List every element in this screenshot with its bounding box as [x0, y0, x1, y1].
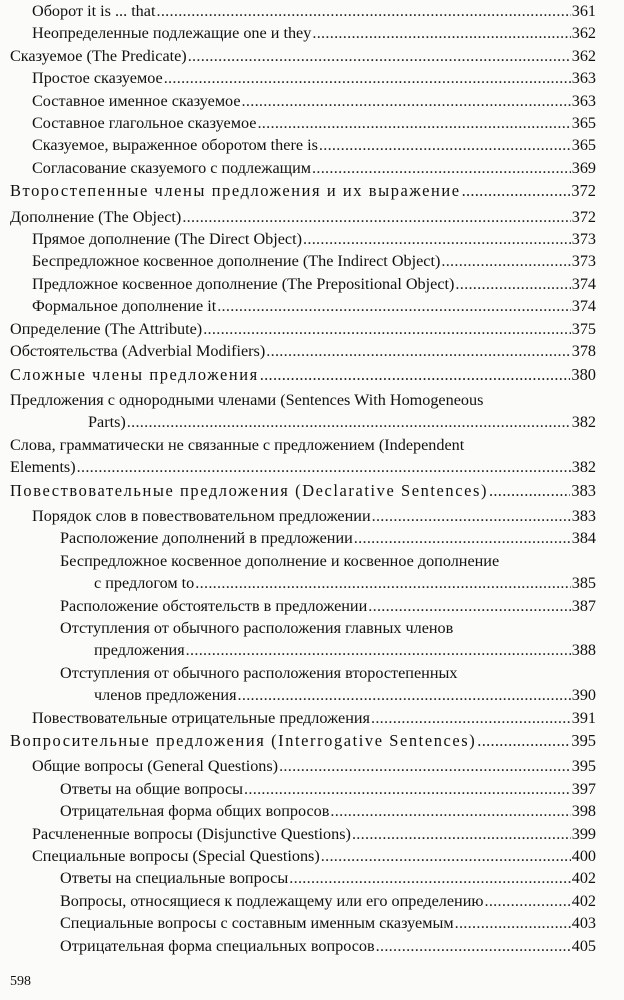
toc-entry-page: 372: [571, 207, 596, 226]
toc-entry-page: 383: [571, 506, 596, 525]
toc-entry-page: 361: [571, 2, 596, 20]
toc-entry-page: 362: [571, 46, 596, 65]
toc-entry-page: 363: [571, 69, 596, 88]
toc-entry-page: 365: [571, 114, 596, 133]
dot-leader: [351, 823, 571, 845]
dot-leader: [367, 595, 570, 617]
dot-leader: [440, 250, 570, 272]
toc-entry: [10, 45, 596, 67]
dot-leader: [256, 112, 570, 134]
toc-entry-title: Общие вопросы (General Questions): [32, 757, 279, 776]
dot-leader: [353, 527, 571, 549]
dot-leader: [185, 639, 571, 661]
dot-leader: [76, 456, 571, 478]
toc-entry-page: 382: [571, 458, 596, 477]
toc-entry: [10, 800, 596, 822]
dot-leader: [237, 684, 571, 706]
toc-entry-title: Ответы на специальные вопросы: [60, 869, 289, 888]
toc-entry: [10, 134, 596, 156]
page-number: 598: [10, 974, 31, 989]
dot-leader: [259, 364, 571, 386]
toc-entry: [10, 890, 596, 912]
toc-entry-title: Оборот it is ... that: [32, 2, 156, 20]
toc-entry: [10, 845, 596, 867]
toc-entry-page: 375: [571, 319, 596, 338]
dot-leader: [375, 935, 571, 957]
toc-entry: [10, 912, 596, 934]
toc-entry-page: 373: [571, 230, 596, 249]
dot-leader: [370, 707, 571, 729]
toc-entry-page: 398: [571, 802, 596, 821]
toc-entry: [10, 273, 596, 295]
dot-leader: [194, 572, 570, 594]
toc-entry-title: Отрицательная форма общих вопросов: [60, 802, 330, 821]
toc-entry-title: Дополнение (The Object): [10, 207, 182, 226]
toc-entry-page: 372: [571, 181, 596, 201]
toc-entry-page: 400: [571, 847, 596, 866]
toc-entry: [10, 228, 596, 250]
toc-entry-title-line: Слова, грамматически не связанные с предложением (Independent: [10, 435, 465, 454]
toc-entry-title: Отрицательная форма специальных вопросов: [60, 936, 375, 955]
toc-entry-title-line: Отступления от обычного расположения второстепенных: [60, 663, 458, 682]
toc-entry-title-continuation: предложения: [94, 641, 185, 660]
toc-entry-title-line: Предложения с однородными членами (Sentences With Homogeneous: [10, 390, 484, 409]
toc-section-heading: [10, 180, 596, 202]
dot-leader: [243, 778, 571, 800]
toc-entry: [10, 707, 596, 729]
toc-entry-title: Беспредложное косвенное дополнение (The Indirect Object): [32, 252, 441, 271]
toc-entry-title: Специальные вопросы с составным именным сказуемым: [60, 914, 454, 933]
dot-leader: [288, 867, 570, 889]
dot-leader: [155, 0, 570, 22]
toc-entry-page: 390: [571, 686, 596, 705]
toc-entry: [10, 935, 596, 957]
dot-leader: [202, 318, 571, 340]
toc-entry-page: 374: [571, 274, 596, 293]
dot-leader: [302, 228, 571, 250]
dot-leader: [311, 22, 570, 44]
toc-entry-page: 395: [571, 757, 596, 776]
toc-entry-page: 365: [571, 136, 596, 155]
toc-entry: [10, 250, 596, 272]
dot-leader: [126, 411, 571, 433]
toc-entry-page: 384: [571, 529, 596, 548]
toc-entry: [10, 662, 596, 707]
dot-leader: [371, 505, 571, 527]
toc-entry-page: 383: [571, 480, 596, 500]
toc-entry: [10, 340, 596, 362]
toc-entry: [10, 112, 596, 134]
toc-entry-title: Ответы на общие вопросы: [60, 779, 244, 798]
toc-entry-page: 380: [571, 364, 596, 384]
toc-entry-title: Простое сказуемое: [32, 69, 163, 88]
dot-leader: [320, 845, 571, 867]
toc-entry-title: Вопросы, относящиеся к подлежащему или его определению: [60, 891, 484, 910]
toc-entry-title: Сказуемое (The Predicate): [10, 46, 187, 65]
toc-entry: [10, 823, 596, 845]
toc-entry-title: Повествовательные предложения (Declarative Sentences): [10, 480, 489, 500]
toc-entry-page: 399: [571, 824, 596, 843]
toc-entry-page: 387: [571, 596, 596, 615]
toc-entry-page: 373: [571, 252, 596, 271]
toc-entry-title: Повествовательные отрицательные предложения: [32, 708, 370, 727]
toc-entry: [10, 595, 596, 617]
toc-entry-page: 405: [571, 936, 596, 955]
toc-entry-page: 378: [571, 342, 596, 361]
toc-entry-title: Неопределенные подлежащие one и they: [32, 24, 312, 43]
toc-entry-title: Сказуемое, выраженное оборотом there is: [32, 136, 318, 155]
toc-entry: [10, 550, 596, 595]
toc-entry-title: Прямое дополнение (The Direct Object): [32, 230, 302, 249]
toc-entry: [10, 505, 596, 527]
toc-entry-title: Расположение обстоятельств в предложении: [60, 596, 368, 615]
toc-entry-page: 403: [571, 914, 596, 933]
toc-section-heading: [10, 480, 596, 502]
toc-entry-title: Вопросительные предложения (Interrogative Sentences): [10, 731, 477, 750]
toc-entry: [10, 0, 596, 22]
toc-entry-title: Предложное косвенное дополнение (The Prepositional Object): [32, 274, 455, 293]
toc-entry-page: 395: [571, 731, 596, 750]
toc-entry: [10, 617, 596, 662]
toc-entry-title: Составное именное сказуемое: [32, 91, 241, 110]
dot-leader: [241, 90, 571, 112]
toc-entry-title: Второстепенные члены предложения и их выражение: [10, 181, 461, 201]
toc-entry-title-line: Отступления от обычного расположения главных членов: [60, 618, 454, 637]
toc-entry-title-continuation: членов предложения: [94, 686, 237, 705]
toc-section-heading: [10, 730, 596, 752]
toc-entry-title-continuation: с предлогом to: [94, 574, 195, 593]
toc-entry: [10, 434, 596, 479]
toc-entry: [10, 527, 596, 549]
toc-entry: [10, 295, 596, 317]
toc-entry-title: Составное глагольное сказуемое: [32, 114, 257, 133]
dot-leader: [318, 134, 571, 156]
toc-entry-title: Расположение дополнений в предложении: [60, 529, 353, 548]
toc-entry-page: 382: [571, 413, 596, 432]
toc-entry: [10, 755, 596, 777]
toc-entry: [10, 157, 596, 179]
dot-leader: [187, 45, 571, 67]
dot-leader: [278, 755, 571, 777]
toc-entry-page: 391: [571, 708, 596, 727]
dot-leader: [163, 67, 571, 89]
toc-entry-title-continuation: Parts): [88, 413, 126, 432]
toc-entry-page: 402: [571, 891, 596, 910]
toc-entry: [10, 67, 596, 89]
toc-entry-page: 362: [571, 24, 596, 43]
toc-entry-page: 369: [571, 158, 596, 177]
toc-entry-title: Специальные вопросы (Special Questions): [32, 847, 320, 866]
dot-leader: [311, 157, 571, 179]
toc-entry: [10, 389, 596, 434]
toc-entry-title: Порядок слов в повествовательном предложении: [32, 506, 371, 525]
toc-entry: [10, 22, 596, 44]
toc-section-heading: [10, 364, 596, 386]
dot-leader: [181, 206, 570, 228]
toc-entry: [10, 318, 596, 340]
dot-leader: [454, 912, 571, 934]
toc-entry: [10, 867, 596, 889]
table-of-contents: [10, 0, 596, 957]
toc-entry: [10, 90, 596, 112]
toc-entry-title: Согласование сказуемого с подлежащим: [32, 158, 312, 177]
toc-entry: [10, 206, 596, 228]
toc-entry-title: Сложные члены предложения: [10, 364, 259, 384]
dot-leader: [216, 295, 571, 317]
toc-entry: [10, 778, 596, 800]
toc-entry-title: Расчлененные вопросы (Disjunctive Questions): [32, 824, 351, 843]
dot-leader: [483, 890, 570, 912]
dot-leader: [476, 730, 570, 752]
dot-leader: [454, 273, 570, 295]
dot-leader: [329, 800, 570, 822]
toc-entry-page: 374: [571, 297, 596, 316]
dot-leader: [461, 180, 571, 202]
toc-entry-page: 363: [571, 91, 596, 110]
toc-entry-page: 385: [571, 574, 596, 593]
toc-entry-page: 402: [571, 869, 596, 888]
toc-entry-title-continuation: Elements): [10, 458, 76, 477]
toc-entry-title: Обстоятельства (Adverbial Modifiers): [10, 342, 266, 361]
dot-leader: [488, 480, 570, 502]
toc-entry-page: 397: [571, 779, 596, 798]
toc-entry-title-line: Беспредложное косвенное дополнение и косвенное дополнение: [60, 551, 500, 570]
toc-entry-title: Формальное дополнение it: [32, 297, 217, 316]
dot-leader: [265, 340, 570, 362]
toc-entry-title: Определение (The Attribute): [10, 319, 203, 338]
toc-entry-page: 388: [571, 641, 596, 660]
